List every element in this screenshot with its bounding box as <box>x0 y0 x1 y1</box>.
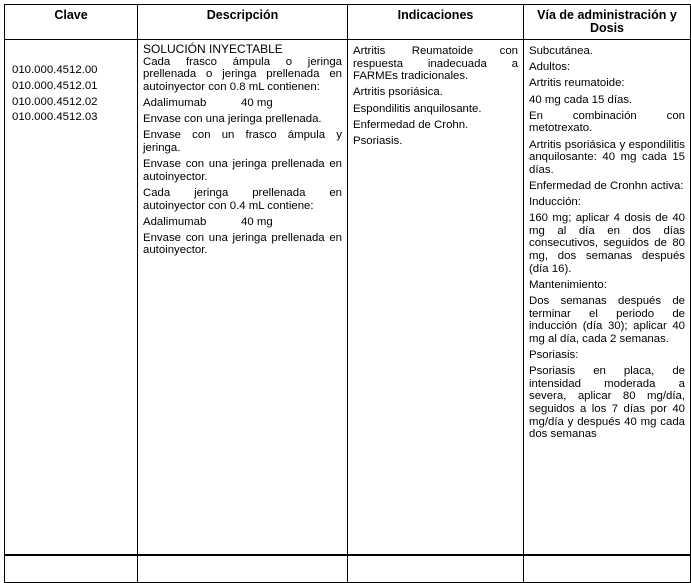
indicacion-item: Espondilitis anquilosante. <box>353 102 482 115</box>
descripcion-pack-2: Envase con un frasco ámpula y jeringa. <box>143 129 342 154</box>
via-item: Inducción: <box>529 196 581 209</box>
drug-name: Adalimumab <box>143 215 207 228</box>
via-item: Psoriasis: <box>529 349 579 361</box>
descripcion-intro-1: Cada frasco ámpula o jeringa prellenada o jeringa prellenada en autoinyector con 0.8 mL contienen: <box>143 55 342 93</box>
header-clave: Clave <box>5 5 138 40</box>
descripcion-cell <box>138 40 348 583</box>
via-item: Mantenimiento: <box>529 278 607 291</box>
via-item: Artritis reumatoide: <box>529 77 625 90</box>
via-item: 160 mg; aplicar 4 dosis de 40 mg al día en dos días consecutivos, seguidos de 80 mg, dos semanas después (día 16). <box>529 212 685 275</box>
via-item: Artritis psoriásica y espondilitis anquilosante: 40 mg cada 15 días. <box>529 138 685 176</box>
indicacion-item: Enfermedad de Crohn. <box>353 118 469 131</box>
via-item: Subcutánea. <box>529 45 593 57</box>
descripcion-pack-4: Envase con una jeringa prellenada en autoinyector. <box>143 231 342 257</box>
drug-name: Adalimumab <box>143 96 207 109</box>
table-row <box>5 40 691 583</box>
indicaciones-cell <box>348 40 524 583</box>
clave-code: 010.000.4512.03 <box>12 111 98 124</box>
header-descripcion: Descripción <box>138 5 348 40</box>
indicacion-item: Artritis Reumatoide con respuesta inadecuada a FARMEs tradicionales. <box>353 45 518 83</box>
indicacion-item: Artritis psoriásica. <box>353 86 443 99</box>
drug-dose: 40 mg <box>241 215 273 228</box>
header-indicaciones: Indicaciones <box>348 5 524 40</box>
via-item: 40 mg cada 15 días. <box>529 93 633 106</box>
via-item: Dos semanas después de terminar el periodo de inducción (día 30); aplicar 40 mg al día, cada 2 semanas. <box>529 295 685 345</box>
descripcion-title: SOLUCIÓN INYECTABLE <box>143 42 283 56</box>
via-item: Adultos: <box>529 61 571 74</box>
clave-cell <box>5 40 138 583</box>
clave-code: 010.000.4512.00 <box>12 64 98 76</box>
descripcion-ingredient-2 <box>143 216 342 229</box>
clave-code: 010.000.4512.02 <box>12 95 98 108</box>
via-item: Enfermedad de Cronhn activa: <box>529 179 684 192</box>
descripcion-pack-1: Envase con una jeringa prellenada. <box>143 113 322 126</box>
via-item: En combinación con metotrexato. <box>529 109 685 135</box>
via-dosis-cell <box>524 40 691 583</box>
descripcion-intro-2: Cada jeringa prellenada en autoinyector con 0.4 mL contiene: <box>143 186 342 212</box>
clave-code: 010.000.4512.01 <box>12 79 98 92</box>
header-row <box>5 5 691 40</box>
drug-dose: 40 mg <box>241 96 273 109</box>
via-item: Psoriasis en placa, de intensidad moderada a severa, aplicar 80 mg/día, seguidos a los 7 días por 40 mg/día y después 40 mg cada dos semanas <box>529 365 685 441</box>
medication-table <box>4 4 691 583</box>
table-bottom-border <box>4 554 690 556</box>
descripcion-ingredient-1 <box>143 97 342 110</box>
header-via-dosis: Vía de administración y Dosis <box>524 5 691 40</box>
indicacion-item: Psoriasis. <box>353 134 403 147</box>
descripcion-pack-3: Envase con una jeringa prellenada en autoinyector. <box>143 158 342 183</box>
